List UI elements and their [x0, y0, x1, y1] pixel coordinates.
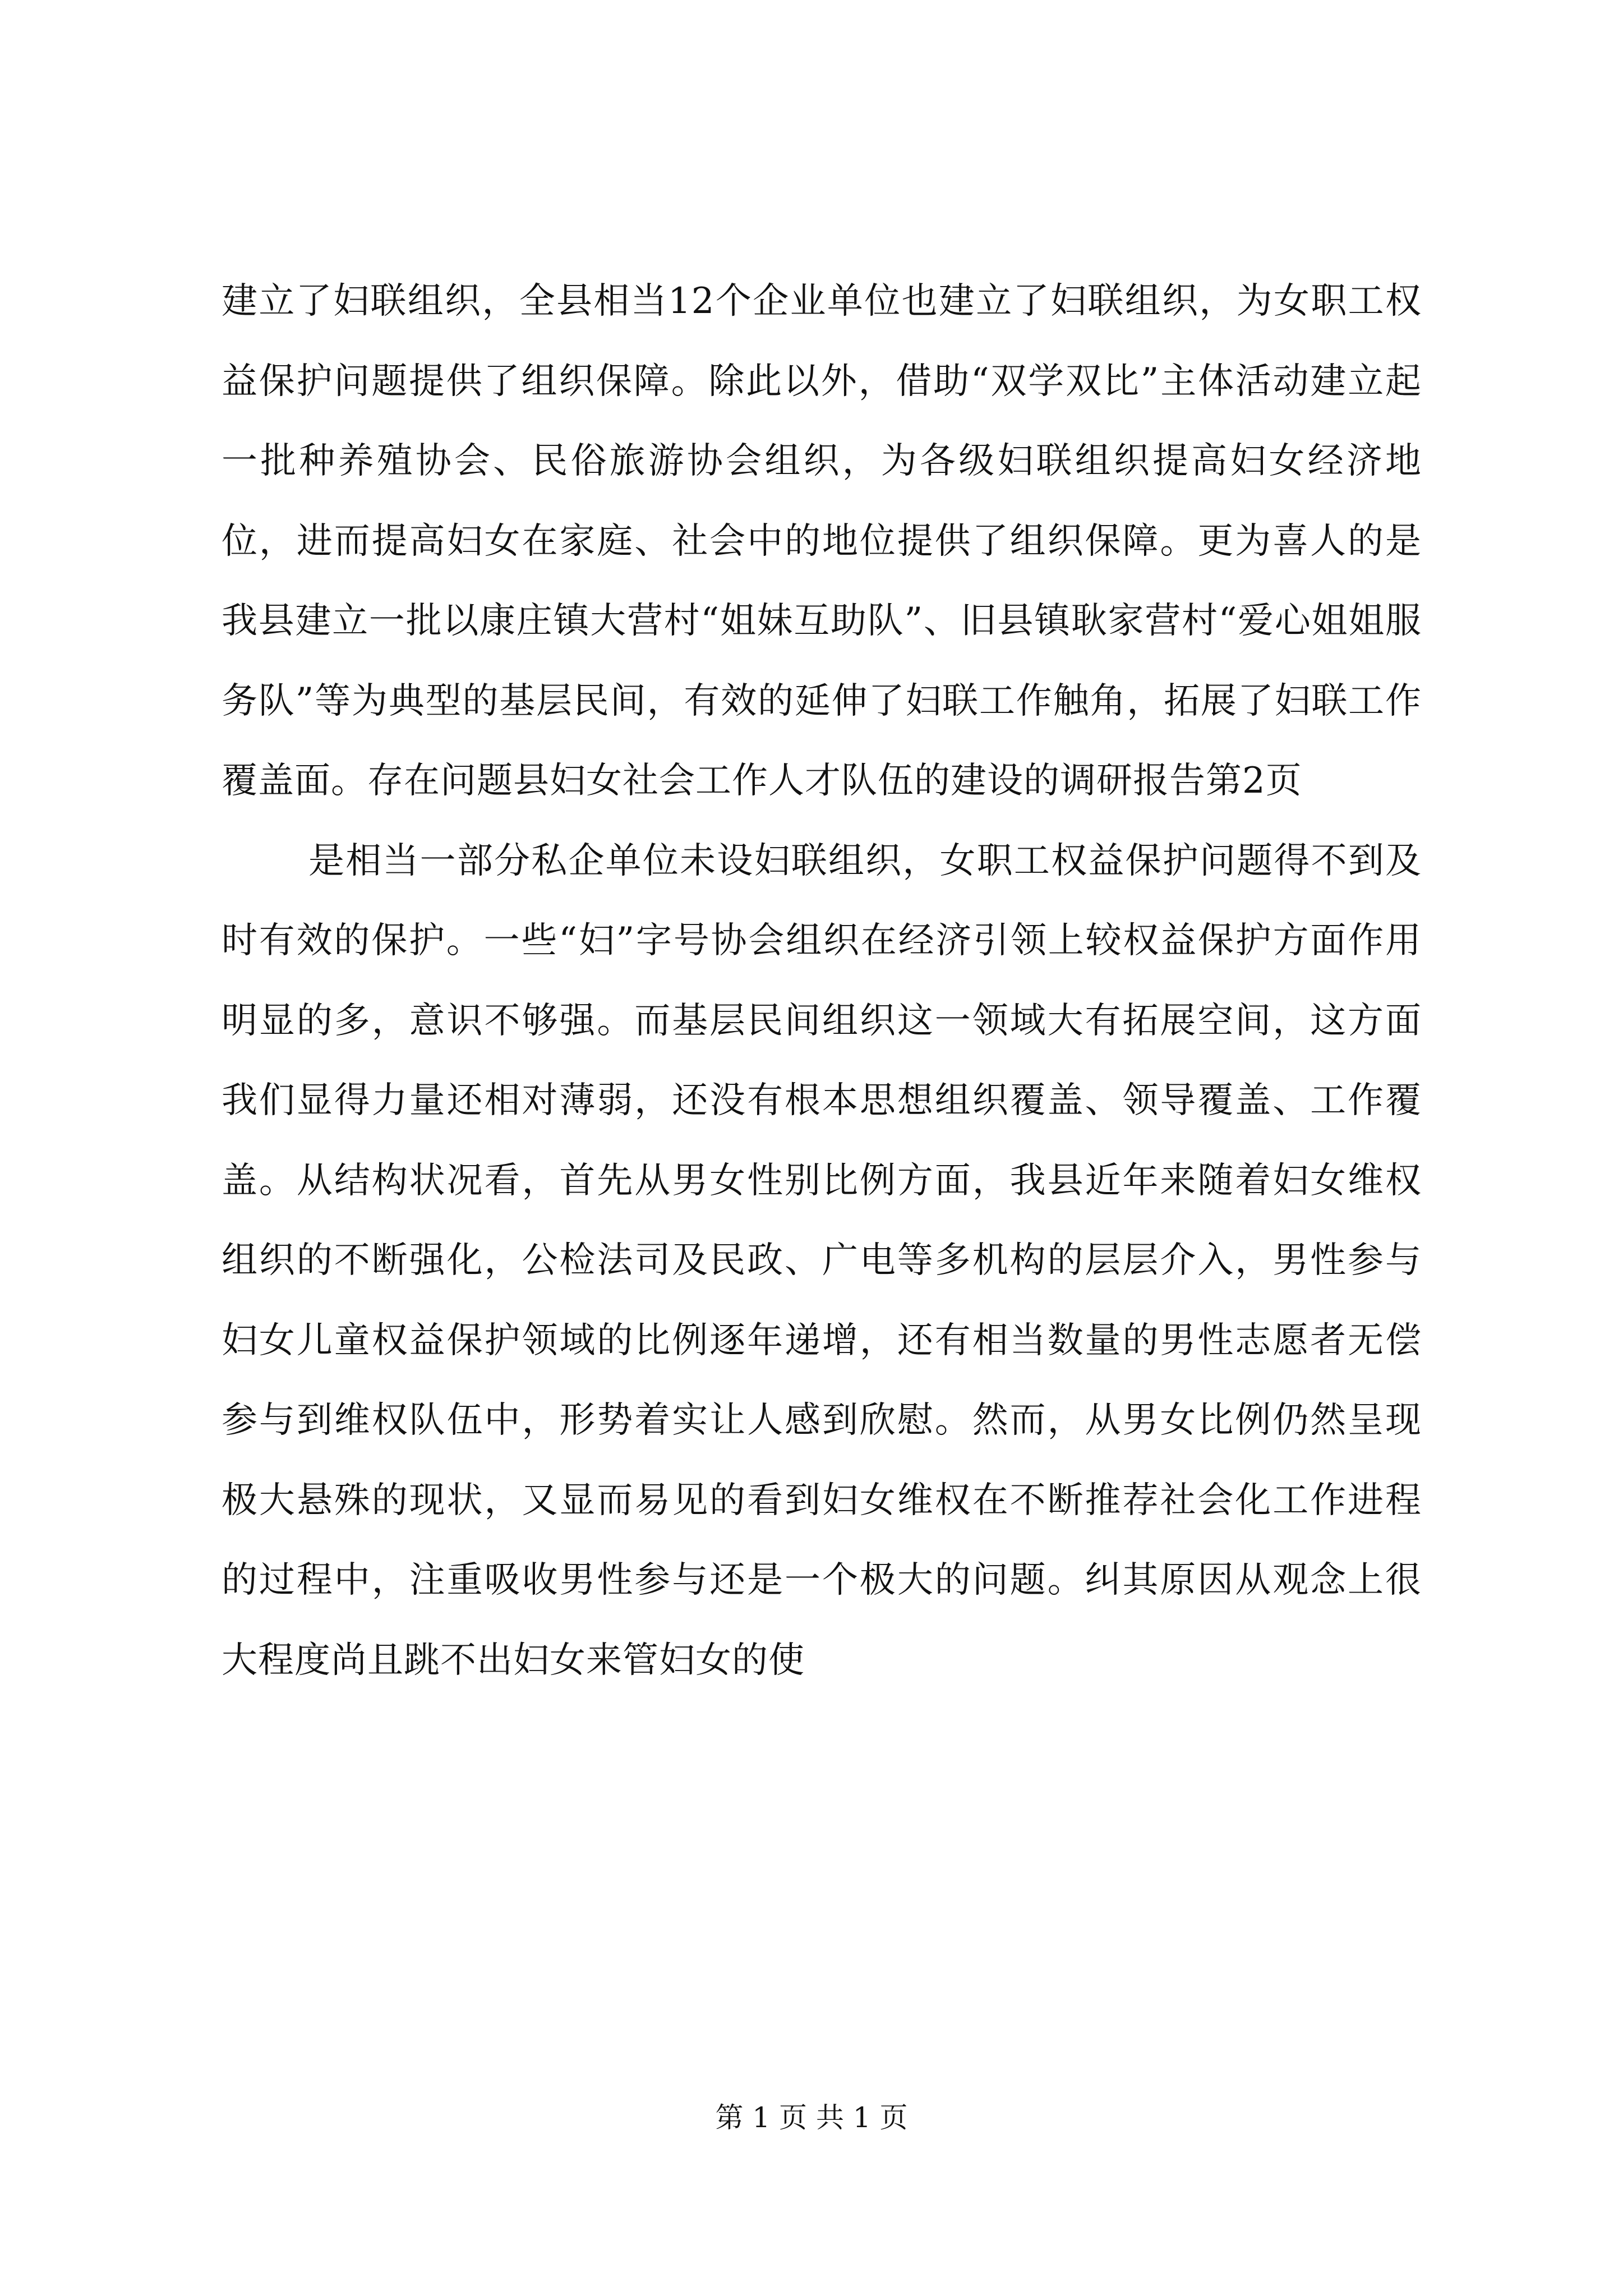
document-body [222, 261, 1422, 1700]
paragraph-second: 是相当一部分私企单位未设妇联组织，女职工权益保护问题得不到及时有效的保护。一些“妇”字号协会组织在经济引领上较权益保护方面作用明显的多，意识不够强。而基层民间组织这一领域大有拓展空间，这方面我们显得力量还相对薄弱，还没有根本思想组织覆盖、领导覆盖、工作覆盖。从结构状况看，首先从男女性别比例方面，我县近年来随着妇女维权组织的不断强化，公检法司及民政、广电等多机构的层层介入，男性参与妇女儿童权益保护领域的比例逐年递增，还有相当数量的男性志愿者无偿参与到维权队伍中，形势着实让人感到欣慰。然而，从男女比例仍然呈现极大悬殊的现状，又显而易见的看到妇女维权在不断推荐社会化工作进程的过程中，注重吸收男性参与还是一个极大的问题。纠其原因从观念上很大程度尚且跳不出妇女来管妇女的使 [222, 840, 1422, 1681]
paragraph-continuation: 建立了妇联组织，全县相当12个企业单位也建立了妇联组织，为女职工权益保护问题提供了组织保障。除此以外，借助“双学双比”主体活动建立起一批种养殖协会、民俗旅游协会组织，为各级妇联组织提高妇女经济地位，进而提高妇女在家庭、社会中的地位提供了组织保障。更为喜人的是我县建立一批以康庄镇大营村“姐妹互助队”、旧县镇耿家营村“爱心姐姐服务队”等为典型的基层民间，有效的延伸了妇联工作触角，拓展了妇联工作覆盖面。存在问题县妇女社会工作人才队伍的建设的调研报告第2页 [222, 280, 1422, 802]
page-footer: 第 1 页 共 1 页 [715, 2101, 908, 2134]
